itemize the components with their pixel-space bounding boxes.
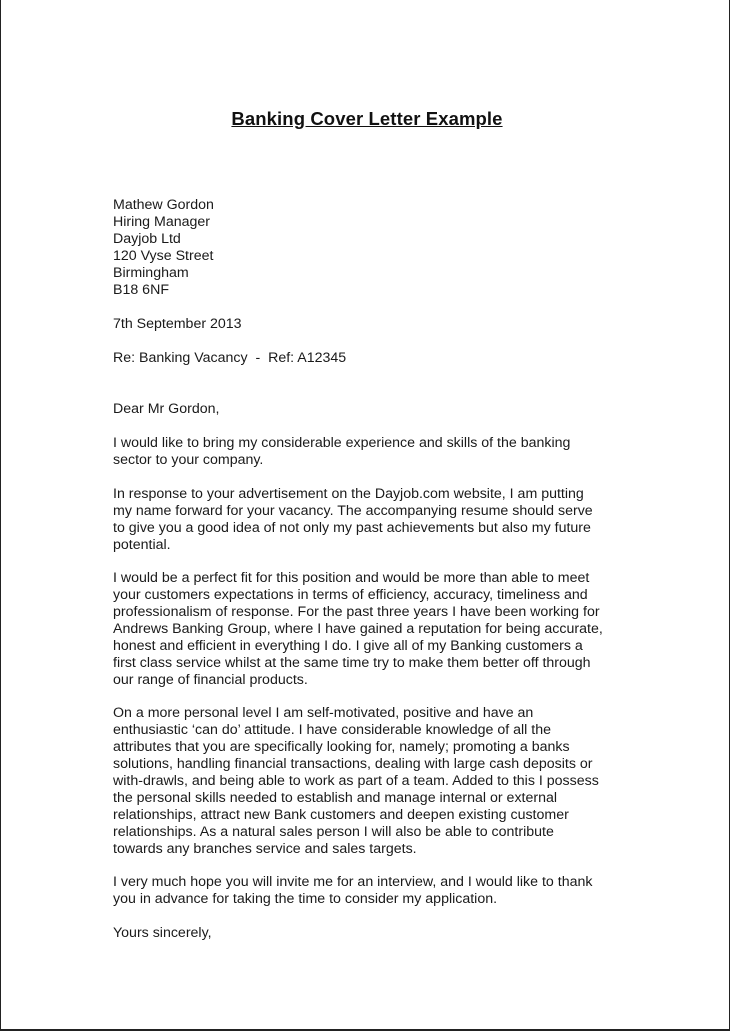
recipient-address [113, 197, 633, 299]
paragraph-line: honest and efficient in everything I do. I give all of my Banking customers a [113, 638, 583, 654]
paragraph-personal [113, 705, 633, 858]
recipient-street: 120 Vyse Street [113, 248, 214, 264]
paragraph-fit [113, 570, 633, 689]
paragraph-response [113, 486, 633, 554]
paragraph-intro [113, 435, 633, 469]
paragraph-line: potential. [113, 537, 171, 553]
letter-date [113, 316, 633, 333]
paragraph-line: I would be a perfect fit for this position and would be more than able to meet [113, 570, 590, 586]
recipient-city: Birmingham [113, 265, 189, 281]
salutation [113, 401, 633, 418]
paragraph-line: your customers expectations in terms of efficiency, accuracy, timeliness and [113, 587, 588, 603]
paragraph-closing-remarks [113, 874, 633, 908]
letter-date-text: 7th September 2013 [113, 316, 242, 332]
reference-line [113, 350, 633, 367]
closing-text: Yours sincerely, [113, 925, 212, 941]
paragraph-line: solutions, handling financial transactions, dealing with large cash deposits or [113, 756, 593, 772]
paragraph-line: relationships, attract new Bank customers and deepen existing customer [113, 807, 569, 823]
paragraph-line: towards any branches service and sales targets. [113, 841, 417, 857]
recipient-name: Mathew Gordon [113, 197, 214, 213]
paragraph-line: On a more personal level I am self-motivated, positive and have an [113, 705, 534, 721]
paragraph-line: attributes that you are specifically looking for, namely; promoting a banks [113, 739, 570, 755]
paragraph-line: relationships. As a natural sales person I will also be able to contribute [113, 824, 554, 840]
recipient-title: Hiring Manager [113, 214, 210, 230]
paragraph-line: enthusiastic ‘can do’ attitude. I have considerable knowledge of all the [113, 722, 551, 738]
paragraph-line: sector to your company. [113, 452, 264, 468]
paragraph-line: with-drawls, and being able to work as part of a team. Added to this I possess [113, 773, 599, 789]
reference-text: Re: Banking Vacancy - Ref: A12345 [113, 350, 347, 366]
paragraph-line: first class service whilst at the same time try to make them better off through [113, 655, 591, 671]
recipient-postcode: B18 6NF [113, 282, 169, 298]
page-title: Banking Cover Letter Example [231, 108, 503, 129]
paragraph-line: our range of financial products. [113, 672, 308, 688]
closing [113, 925, 633, 942]
paragraph-line: you in advance for taking the time to consider my application. [113, 891, 498, 907]
paragraph-line: I very much hope you will invite me for an interview, and I would like to thank [113, 874, 593, 890]
paragraph-line: In response to your advertisement on the Dayjob.com website, I am putting [113, 486, 584, 502]
recipient-company: Dayjob Ltd [113, 231, 181, 247]
paragraph-line: I would like to bring my considerable experience and skills of the banking [113, 435, 571, 451]
paragraph-line: professionalism of response. For the past three years I have been working for [113, 604, 600, 620]
paragraph-line: Andrews Banking Group, where I have gained a reputation for being accurate, [113, 621, 603, 637]
paragraph-line: to give you a good idea of not only my past achievements but also my future [113, 520, 591, 536]
paragraph-line: my name forward for your vacancy. The accompanying resume should serve [113, 503, 593, 519]
paragraph-line: the personal skills needed to establish and manage internal or external [113, 790, 558, 806]
salutation-text: Dear Mr Gordon, [113, 401, 220, 417]
